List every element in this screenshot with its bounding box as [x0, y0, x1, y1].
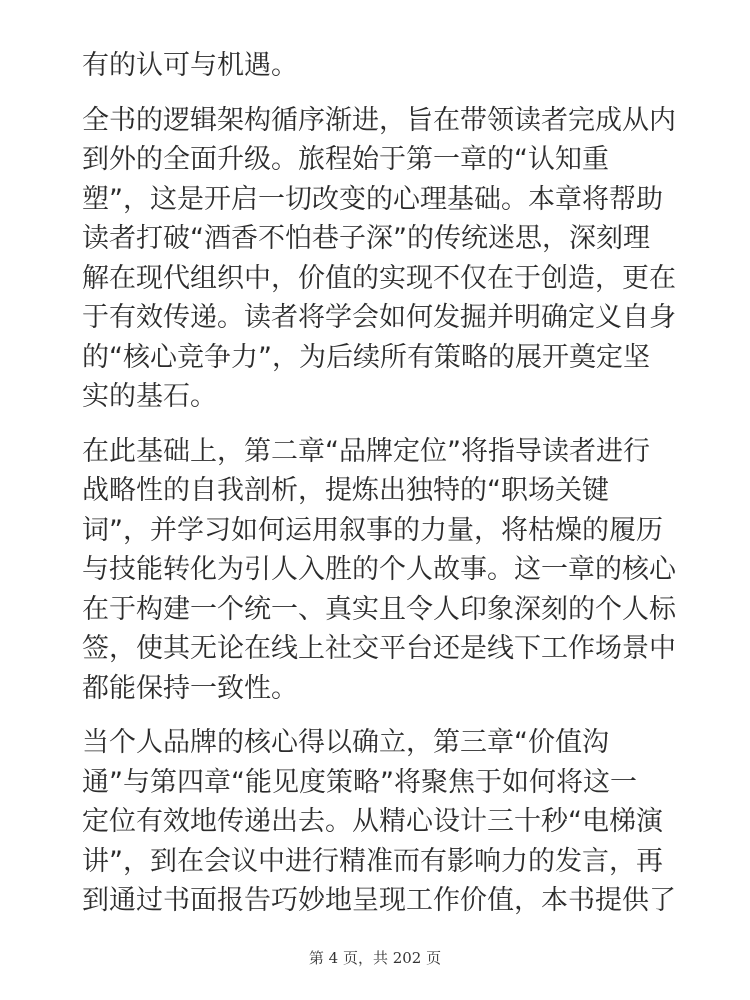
text-line: 实的基石。: [82, 381, 217, 412]
text-line: 有的认可与机遇。: [82, 50, 298, 81]
text-line: 当个人品牌的核心得以确立，第三章“价值沟: [82, 727, 609, 758]
paragraph-3: [82, 432, 682, 709]
text-line: 战略性的自我剖析，提炼出独特的“职场关键: [82, 475, 609, 506]
text-line: 都能保持一致性。: [82, 672, 298, 704]
text-line: 词”，并学习如何运用叙事的力量，将枯燥的履历: [82, 514, 663, 546]
text-line: 到通过书面报告巧妙地呈现工作价值，本书提供了: [82, 885, 676, 916]
text-line: 讲”，到在会议中进行精准而有影响力的发言，再: [82, 845, 663, 877]
paragraph-4: [82, 723, 682, 921]
text-line: 通”与第四章“能见度策略”将聚焦于如何将这一: [82, 766, 637, 798]
text-line: 于有效传递。读者将学会如何发掘并明确定义自身: [82, 302, 676, 333]
page-number-footer: 第 4 页，共 202 页: [308, 949, 442, 967]
text-line: 的“核心竞争力”，为后续所有策略的展开奠定坚: [82, 341, 650, 373]
text-line: 与技能转化为引人入胜的个人故事。这一章的核心: [82, 554, 676, 585]
text-line: 塑”，这是开启一切改变的心理基础。本章将帮助: [82, 183, 663, 215]
text-line: 全书的逻辑架构循序渐进，旨在带领读者完成从内: [82, 104, 676, 136]
text-line: 到外的全面升级。旅程始于第一章的“认知重: [82, 144, 609, 175]
text-line: 签，使其无论在线上社交平台还是线下工作场景中: [82, 633, 676, 664]
text-line: 读者打破“酒香不怕巷子深”的传统迷思，深刻理: [82, 223, 650, 254]
text-line: 定位有效地传递出去。从精心设计三十秒“电梯演: [82, 806, 663, 837]
paragraph-2: [82, 101, 682, 417]
text-line: 解在现代组织中，价值的实现不仅在于创造，更在: [82, 262, 676, 294]
paragraph-1: [82, 46, 682, 86]
body-text: [82, 46, 682, 936]
text-line: 在于构建一个统一、真实且令人印象深刻的个人标: [82, 593, 676, 625]
text-line: 在此基础上，第二章“品牌定位”将指导读者进行: [82, 435, 650, 467]
